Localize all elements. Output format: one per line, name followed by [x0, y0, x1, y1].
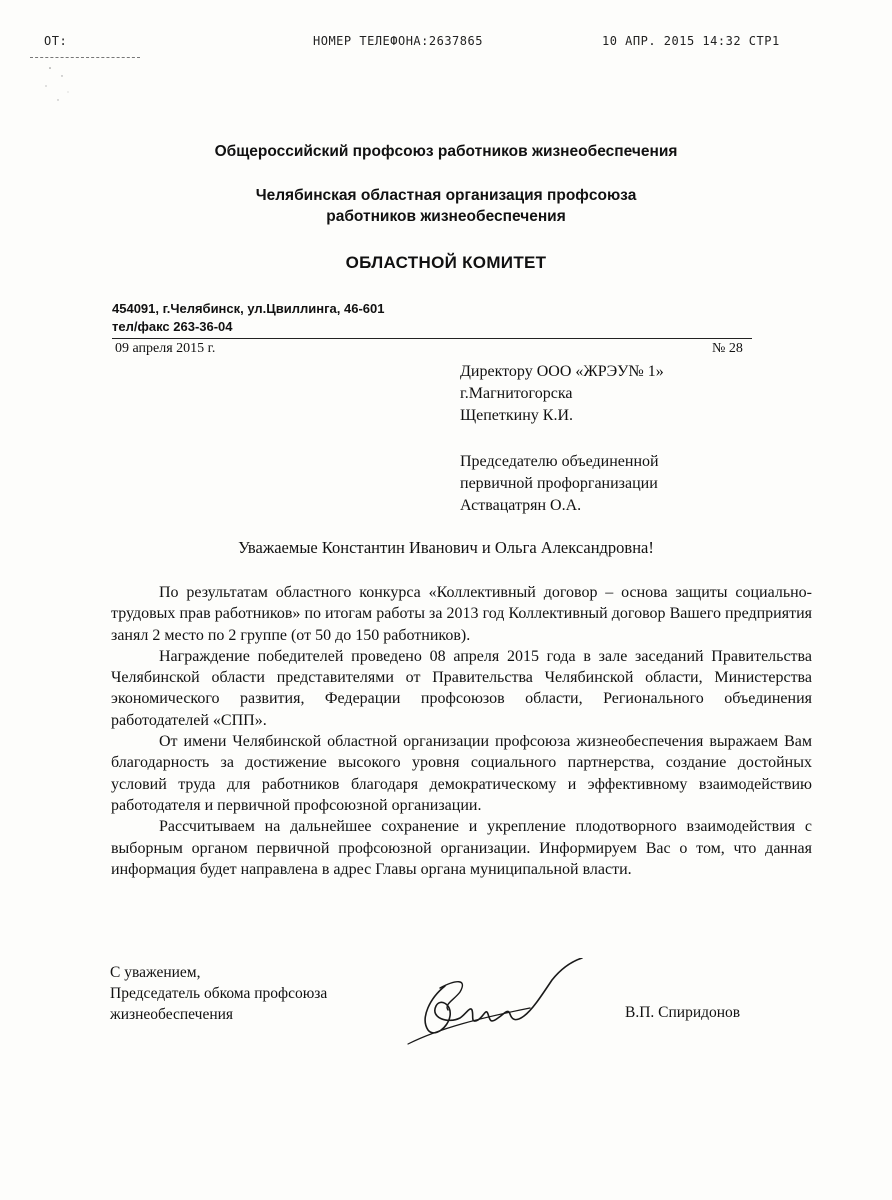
org-federal-name: Общероссийский профсоюз работников жизнеобеспечения [214, 143, 678, 160]
recipient-chairman [460, 451, 659, 517]
body-paragraph: Рассчитываем на дальнейшее сохранение и укрепление плодотворного взаимодействия с выборным органом первичной профсоюзной организации. Информируем Вас о том, что данная информация будет направлена в адрес Главы органа муниципальной власти. [111, 818, 812, 878]
closing-position: Председатель обкома профсоюза [110, 985, 328, 1002]
scan-noise [40, 62, 80, 112]
salutation: Уважаемые Константин Иванович и Ольга Александровна! [238, 538, 654, 557]
letter-number: № 28 [712, 341, 743, 356]
closing-regards: С уважением, [110, 964, 201, 981]
fax-divider [30, 57, 140, 58]
letter-date: 09 апреля 2015 г. [115, 341, 216, 356]
org-address: 454091, г.Челябинск, ул.Цвиллинга, 46-601 [112, 301, 385, 316]
recipient-line: Щепеткину К.И. [460, 407, 574, 424]
org-regional-name [0, 185, 892, 227]
handwritten-signature [400, 958, 610, 1048]
body-paragraph: По результатам областного конкурса «Коллективный договор – основа защиты социально-трудовых прав работников» по итогам работы за 2013 год Коллективный договор Вашего предприятия занял 2 место по 2 группе (от 50 до 150 работников). [111, 584, 812, 644]
recipient-line: Аствацатрян О.А. [460, 497, 582, 514]
fax-header [0, 34, 892, 52]
closing-block [110, 962, 327, 1025]
committee-title: ОБЛАСТНОЙ КОМИТЕТ [345, 253, 547, 272]
recipient-line: Директору ООО «ЖРЭУ№ 1» [460, 363, 664, 380]
signer-name: В.П. Спиридонов [625, 1004, 741, 1021]
fax-phone: НОМЕР ТЕЛЕФОНА:2637865 [313, 34, 483, 48]
org-contacts [112, 300, 385, 336]
recipient-line: первичной профорганизации [460, 475, 658, 492]
org-regional-line1: Челябинская областная организация профсоюза [255, 187, 637, 204]
closing-position-cont: жизнеобеспечения [110, 1006, 234, 1023]
body-paragraph: От имени Челябинской областной организации профсоюза жизнеобеспечения выражаем Вам благодарность за достижение высокого уровня социального партнерства, создание достойных условий труда для работников благодаря демократическому и эффективному взаимодействию работодателя и первичной профсоюзной организации. [111, 733, 812, 814]
recipient-line: г.Магнитогорска [460, 385, 573, 402]
body-paragraph: Награждение победителей проведено 08 апреля 2015 года в зале заседаний Правительства Челябинской области представителями от Правительства Челябинской области, Министерства экономического развития, Федерации профсоюзов области, Регионального объединения работодателей «СПП». [111, 647, 812, 729]
header-rule [112, 338, 752, 339]
recipient-director [460, 361, 664, 427]
letter-body [111, 582, 812, 880]
recipient-line: Председателю объединенной [460, 453, 659, 470]
org-phone: тел/факс 263-36-04 [112, 319, 233, 334]
org-regional-line2: работников жизнеобеспечения [326, 208, 566, 225]
fax-from: ОТ: [44, 34, 68, 48]
fax-datetime: 10 АПР. 2015 14:32 СТР1 [602, 34, 780, 48]
